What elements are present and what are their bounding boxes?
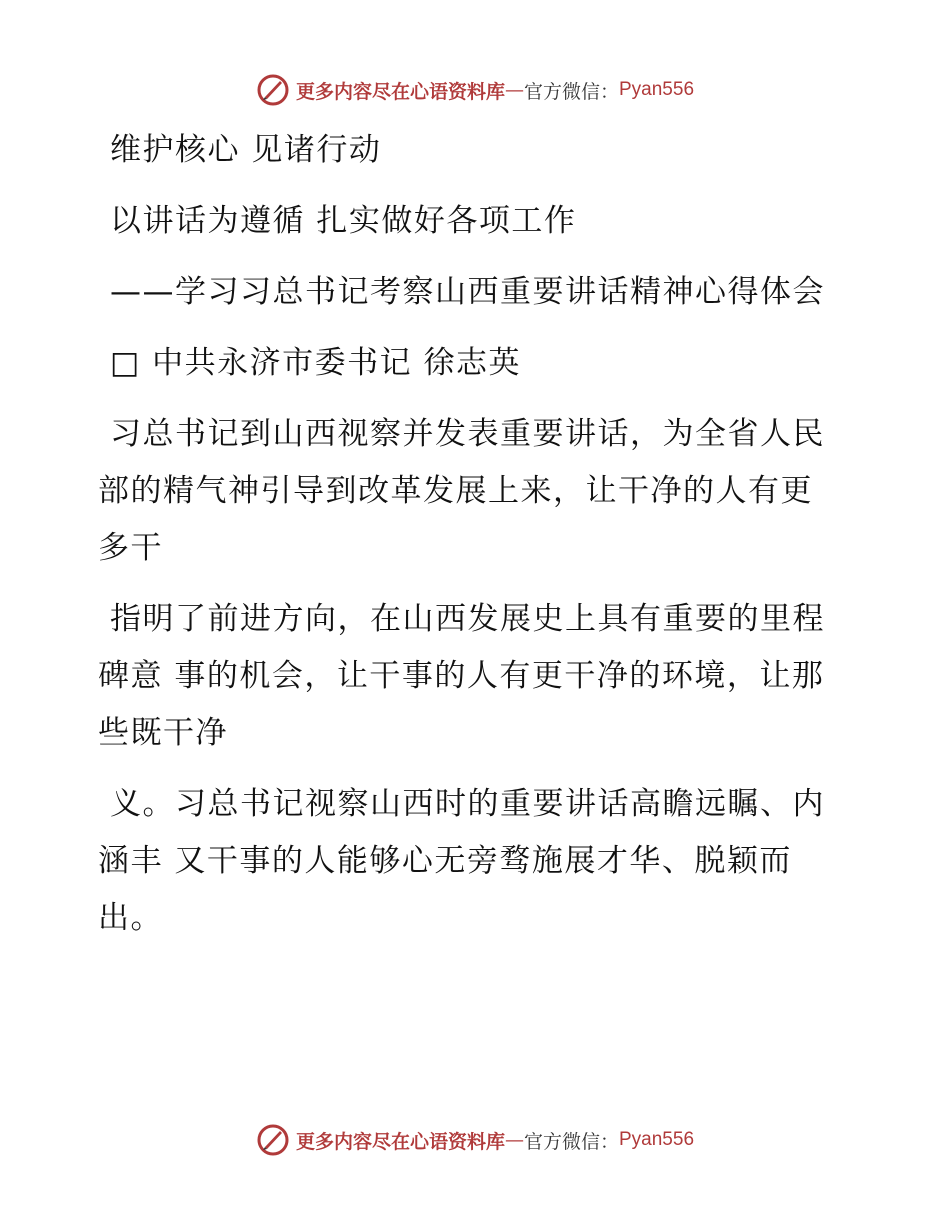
footer-banner [0, 1120, 950, 1160]
doc-paragraph: 义。习总书记视察山西时的重要讲话高瞻远瞩、内涵丰 又干事的人能够心无旁骛施展才华、脱颖而出。 [98, 786, 825, 936]
banner-main-text: 更多内容尽在心语资料库 [295, 80, 505, 103]
quill-seal-icon [256, 1123, 290, 1157]
banner-dash: — [504, 1129, 524, 1151]
banner-dash: — [504, 79, 524, 101]
header-banner [0, 70, 950, 110]
banner-sub-text: 官方微信： [523, 80, 619, 103]
doc-paragraph: 习总书记到山西视察并发表重要讲话，为全省人民 部的精气神引导到改革发展上来，让干净的人有更多干 [98, 416, 825, 566]
document-body [98, 122, 838, 961]
quill-seal-icon [256, 73, 290, 107]
doc-author: □ 中共永济市委书记 徐志英 [110, 345, 521, 381]
doc-title: 维护核心 见诸行动 [110, 132, 382, 168]
banner-wechat-id: Pyan556 [619, 79, 695, 100]
doc-subtitle: 以讲话为遵循 扎实做好各项工作 [110, 203, 577, 239]
doc-paragraph: 指明了前进方向，在山西发展史上具有重要的里程碑意 事的机会，让干事的人有更干净的环境，让那些既干净 [98, 601, 825, 751]
banner-sub-text: 官方微信： [523, 1130, 619, 1153]
banner-main-text: 更多内容尽在心语资料库 [295, 1130, 505, 1153]
banner-wechat-id: Pyan556 [619, 1129, 695, 1150]
doc-tagline: ——学习习总书记考察山西重要讲话精神心得体会 [110, 274, 825, 310]
